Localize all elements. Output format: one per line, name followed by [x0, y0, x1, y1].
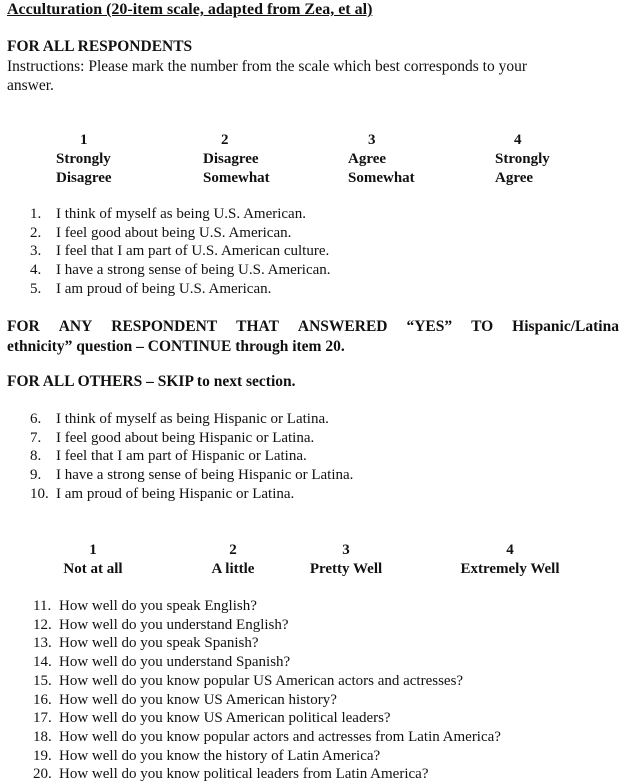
note-word: ANY: [58, 318, 93, 335]
scale-label-line2: Disagree: [56, 170, 112, 186]
item-number: 12.: [33, 616, 52, 633]
item-list-proficiency: [33, 597, 501, 784]
item-text: I feel good about being U.S. American.: [56, 224, 292, 241]
scale-option-4: [495, 131, 550, 188]
scale-label-line1: Disagree: [203, 151, 259, 167]
all-others-skip-note: FOR ALL OTHERS – SKIP to next section.: [7, 373, 296, 390]
list-item: [30, 410, 353, 429]
scale-label: A little: [211, 561, 255, 577]
proficiency-option-1: [48, 541, 138, 579]
item-text: I am proud of being U.S. American.: [56, 280, 272, 297]
note-word: TO: [471, 318, 494, 335]
document-title: Acculturation (20-item scale, adapted from Zea, et al): [7, 1, 373, 18]
item-number: 4.: [30, 262, 42, 279]
item-number: 20.: [33, 766, 52, 783]
scale-number: 1: [89, 542, 97, 558]
scale-label-line1: Strongly: [495, 151, 550, 167]
instructions-text: Instructions: Please mark the number from the scale which best corresponds to your answer.: [7, 58, 527, 94]
item-list-us-american: [30, 205, 331, 299]
scale-label: Extremely Well: [460, 561, 560, 577]
note-word: FOR: [7, 318, 40, 335]
item-text: I think of myself as being U.S. American.: [56, 206, 306, 222]
scale-number: 4: [514, 132, 522, 148]
hispanic-respondent-note: [7, 317, 619, 357]
scale-label: Pretty Well: [309, 561, 383, 577]
item-number: 2.: [30, 224, 42, 241]
list-item: [30, 485, 353, 504]
list-item: [30, 447, 353, 466]
scale-option-3: [348, 131, 415, 188]
proficiency-option-2: [188, 541, 278, 579]
list-item: [33, 747, 501, 766]
list-item: [30, 224, 331, 243]
item-text: How well do you know political leaders from Latin America?: [59, 766, 429, 783]
note-word: THAT: [236, 318, 279, 335]
list-item: [33, 597, 501, 616]
list-item: [30, 261, 331, 280]
list-item: [30, 242, 331, 261]
list-item: [33, 672, 501, 691]
note-line2: ethnicity” question – CONTINUE through item 20.: [7, 338, 345, 355]
note-word: RESPONDENT: [111, 318, 218, 335]
scale-label-line1: Strongly: [56, 151, 111, 167]
list-item: [30, 466, 353, 485]
item-number: 3.: [30, 243, 42, 260]
item-text: I have a strong sense of being Hispanic or Latina.: [56, 467, 354, 484]
item-number: 18.: [33, 728, 52, 745]
list-item: [33, 765, 501, 784]
scale-label-line2: Somewhat: [348, 170, 415, 186]
item-number: 14.: [33, 654, 52, 671]
list-item: [30, 280, 331, 299]
list-item: [30, 205, 331, 224]
item-number: 6.: [30, 411, 42, 427]
all-respondents-heading: FOR ALL RESPONDENTS: [7, 38, 193, 55]
proficiency-option-4: [440, 541, 580, 579]
item-number: 13.: [33, 635, 52, 652]
item-number: 7.: [30, 429, 42, 446]
item-number: 17.: [33, 710, 52, 727]
scale-option-1: [56, 131, 112, 188]
item-text: How well do you know US American political leaders?: [59, 710, 391, 727]
scale-number: 4: [506, 542, 514, 558]
item-text: How well do you know popular US American actors and actresses?: [59, 672, 464, 689]
item-text: I think of myself as being Hispanic or Latina.: [56, 411, 329, 427]
item-number: 16.: [33, 691, 52, 708]
list-item: [33, 709, 501, 728]
note-word: Hispanic/Latina: [512, 318, 619, 335]
list-item: [33, 616, 501, 635]
item-text: How well do you know the history of Latin America?: [59, 747, 381, 764]
item-number: 10.: [30, 485, 49, 502]
item-text: How well do you know US American history?: [59, 691, 337, 708]
item-text: I am proud of being Hispanic or Latina.: [56, 485, 295, 502]
item-number: 9.: [30, 467, 42, 484]
list-item: [33, 728, 501, 747]
scale-label: Not at all: [63, 561, 123, 577]
item-number: 19.: [33, 747, 52, 764]
scale-option-2: [203, 131, 270, 188]
item-text: I feel that I am part of U.S. American culture.: [56, 243, 330, 260]
item-text: How well do you speak Spanish?: [59, 635, 259, 652]
note-word: “YES”: [406, 318, 453, 335]
scale-number: 3: [342, 542, 350, 558]
scale-number: 1: [80, 132, 88, 148]
scale-number: 3: [368, 132, 376, 148]
list-item: [33, 691, 501, 710]
item-text: I feel good about being Hispanic or Latina.: [56, 429, 315, 446]
item-text: I feel that I am part of Hispanic or Latina.: [56, 448, 307, 465]
proficiency-option-3: [296, 541, 396, 579]
item-number: 8.: [30, 448, 42, 465]
item-list-hispanic: [30, 410, 353, 504]
note-word: ANSWERED: [297, 318, 388, 335]
item-number: 11.: [33, 598, 52, 614]
item-number: 15.: [33, 672, 52, 689]
item-text: How well do you understand Spanish?: [59, 654, 291, 671]
item-number: 1.: [30, 206, 42, 222]
item-text: How well do you know popular actors and actresses from Latin America?: [59, 728, 501, 745]
item-text: How well do you understand English?: [59, 616, 289, 633]
scale-label-line2: Somewhat: [203, 170, 270, 186]
item-text: I have a strong sense of being U.S. American.: [56, 262, 331, 279]
scale-number: 2: [229, 542, 237, 558]
scale-label-line2: Agree: [495, 170, 534, 186]
scale-label-line1: Agree: [348, 151, 387, 167]
list-item: [33, 634, 501, 653]
note-line1: [7, 317, 619, 337]
scale-number: 2: [221, 132, 229, 148]
list-item: [30, 429, 353, 448]
item-number: 5.: [30, 280, 42, 297]
item-text: How well do you speak English?: [59, 598, 257, 614]
list-item: [33, 653, 501, 672]
